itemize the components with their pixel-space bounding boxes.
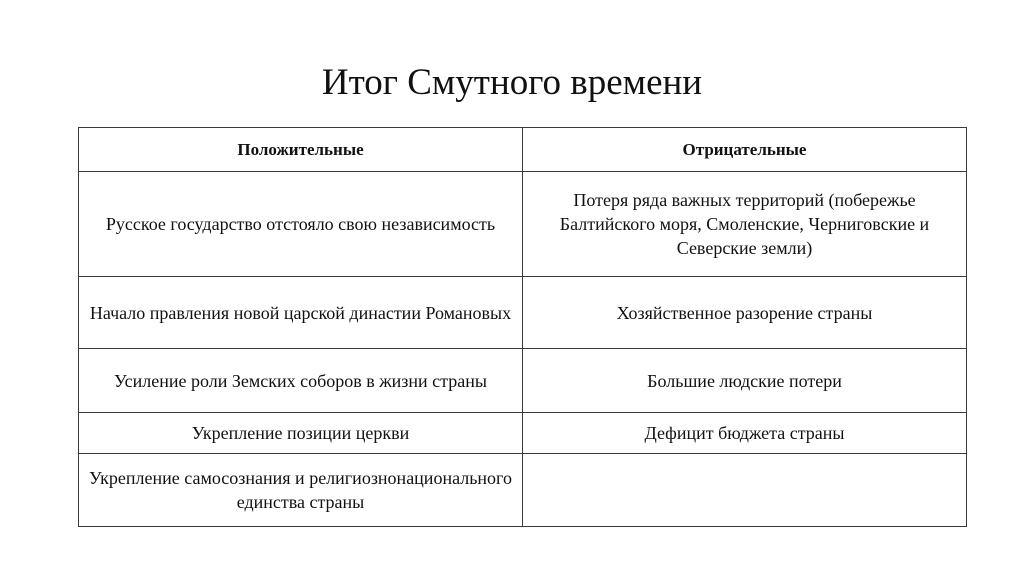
comparison-table [78,127,967,527]
cell-positive: Укрепление позиции церкви [79,413,523,454]
cell-positive: Русское государство отстояло свою независимость [79,172,523,277]
table-row [79,349,967,413]
cell-positive: Укрепление самосознания и религиознонационального единства страны [79,454,523,527]
table-row [79,454,967,527]
cell-positive: Усиление роли Земских соборов в жизни страны [79,349,523,413]
cell-negative: Потеря ряда важных территорий (побережье Балтийского моря, Смоленские, Черниговские и Северские земли) [523,172,967,277]
table-row [79,277,967,349]
cell-negative-empty [523,454,967,527]
header-negative: Отрицательные [523,128,967,172]
table-row [79,172,967,277]
table-row [79,413,967,454]
cell-positive: Начало правления новой царской династии Романовых [79,277,523,349]
slide-title: Итог Смутного времени [321,62,703,103]
cell-negative: Большие людские потери [523,349,967,413]
table-header-row [79,128,967,172]
header-positive: Положительные [79,128,523,172]
cell-negative: Хозяйственное разорение страны [523,277,967,349]
cell-negative: Дефицит бюджета страны [523,413,967,454]
